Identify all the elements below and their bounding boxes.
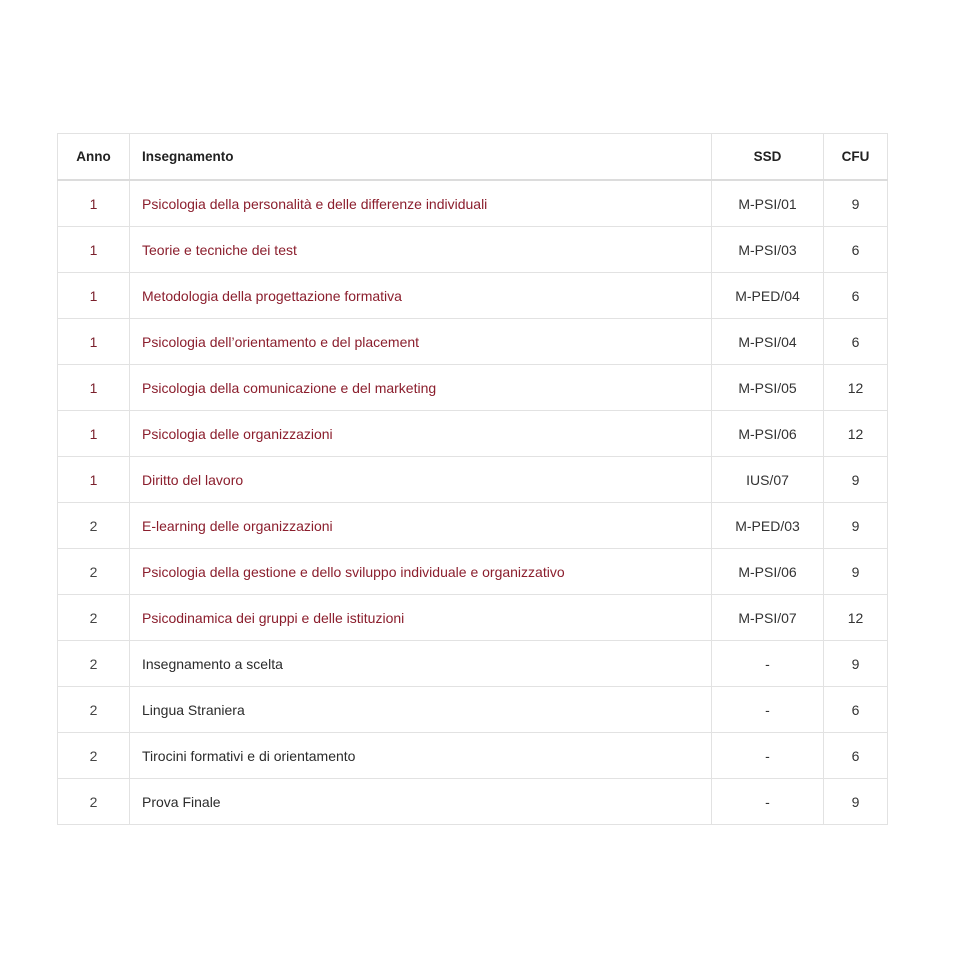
cell-anno: 2 [58, 549, 130, 595]
table-row [58, 227, 888, 273]
cell-ssd: M-PSI/07 [712, 595, 824, 641]
header-row [58, 134, 888, 181]
cell-cfu: 6 [824, 273, 888, 319]
course-link[interactable]: Metodologia della progettazione formativa [142, 287, 402, 304]
course-link[interactable]: Psicologia della comunicazione e del marketing [142, 379, 437, 396]
table-row [58, 503, 888, 549]
cell-cfu: 6 [824, 733, 888, 779]
course-link[interactable]: Psicodinamica dei gruppi e delle istituzioni [142, 609, 405, 626]
table-body [58, 180, 888, 825]
cell-insegnamento [130, 779, 712, 825]
cell-anno: 2 [58, 595, 130, 641]
cell-ssd: M-PSI/01 [712, 180, 824, 227]
course-table [57, 133, 888, 825]
header-anno: Anno [58, 134, 130, 181]
cell-anno: 2 [58, 687, 130, 733]
cell-insegnamento [130, 319, 712, 365]
cell-insegnamento [130, 180, 712, 227]
cell-insegnamento [130, 687, 712, 733]
cell-anno: 2 [58, 779, 130, 825]
course-label: Prova Finale [142, 793, 221, 810]
header-cfu: CFU [824, 134, 888, 181]
cell-ssd: M-PED/04 [712, 273, 824, 319]
cell-cfu: 12 [824, 595, 888, 641]
course-link[interactable]: Psicologia della personalità e delle differenze individuali [142, 195, 488, 212]
cell-ssd: M-PED/03 [712, 503, 824, 549]
cell-insegnamento [130, 503, 712, 549]
cell-anno: 1 [58, 319, 130, 365]
cell-ssd: - [712, 687, 824, 733]
cell-cfu: 12 [824, 365, 888, 411]
cell-insegnamento [130, 365, 712, 411]
cell-anno: 2 [58, 503, 130, 549]
cell-insegnamento [130, 733, 712, 779]
cell-insegnamento [130, 227, 712, 273]
cell-insegnamento [130, 411, 712, 457]
cell-cfu: 9 [824, 549, 888, 595]
cell-anno: 1 [58, 365, 130, 411]
table-row [58, 180, 888, 227]
cell-ssd: - [712, 779, 824, 825]
cell-cfu: 9 [824, 779, 888, 825]
course-label: Tirocini formativi e di orientamento [142, 747, 356, 764]
table-row [58, 549, 888, 595]
course-link[interactable]: Psicologia della gestione e dello sviluppo individuale e organizzativo [142, 563, 565, 580]
cell-anno: 1 [58, 273, 130, 319]
cell-anno: 1 [58, 411, 130, 457]
cell-cfu: 12 [824, 411, 888, 457]
cell-cfu: 6 [824, 227, 888, 273]
course-link[interactable]: Psicologia dell’orientamento e del placement [142, 333, 420, 350]
cell-cfu: 6 [824, 687, 888, 733]
table-row [58, 687, 888, 733]
course-link[interactable]: E-learning delle organizzazioni [142, 517, 333, 534]
course-link[interactable]: Psicologia delle organizzazioni [142, 425, 333, 442]
cell-anno: 1 [58, 457, 130, 503]
cell-ssd: M-PSI/03 [712, 227, 824, 273]
cell-anno: 2 [58, 641, 130, 687]
cell-ssd: M-PSI/06 [712, 411, 824, 457]
table-row [58, 457, 888, 503]
table-row [58, 595, 888, 641]
table-row [58, 733, 888, 779]
cell-ssd: IUS/07 [712, 457, 824, 503]
cell-insegnamento [130, 273, 712, 319]
table-row [58, 319, 888, 365]
header-insegnamento: Insegnamento [130, 134, 712, 181]
cell-anno: 2 [58, 733, 130, 779]
cell-anno: 1 [58, 227, 130, 273]
cell-insegnamento [130, 595, 712, 641]
cell-cfu: 6 [824, 319, 888, 365]
cell-anno: 1 [58, 180, 130, 227]
course-table-container [57, 133, 887, 825]
cell-ssd: M-PSI/06 [712, 549, 824, 595]
cell-ssd: - [712, 733, 824, 779]
cell-ssd: - [712, 641, 824, 687]
cell-insegnamento [130, 549, 712, 595]
table-row [58, 273, 888, 319]
table-header [58, 134, 888, 181]
table-row [58, 411, 888, 457]
course-label: Insegnamento a scelta [142, 655, 283, 672]
cell-ssd: M-PSI/05 [712, 365, 824, 411]
table-row [58, 641, 888, 687]
cell-cfu: 9 [824, 457, 888, 503]
table-row [58, 779, 888, 825]
course-link[interactable]: Diritto del lavoro [142, 471, 244, 488]
course-label: Lingua Straniera [142, 701, 245, 718]
cell-cfu: 9 [824, 641, 888, 687]
course-link[interactable]: Teorie e tecniche dei test [142, 241, 297, 258]
header-ssd: SSD [712, 134, 824, 181]
cell-cfu: 9 [824, 503, 888, 549]
table-row [58, 365, 888, 411]
cell-insegnamento [130, 641, 712, 687]
cell-insegnamento [130, 457, 712, 503]
cell-cfu: 9 [824, 180, 888, 227]
cell-ssd: M-PSI/04 [712, 319, 824, 365]
